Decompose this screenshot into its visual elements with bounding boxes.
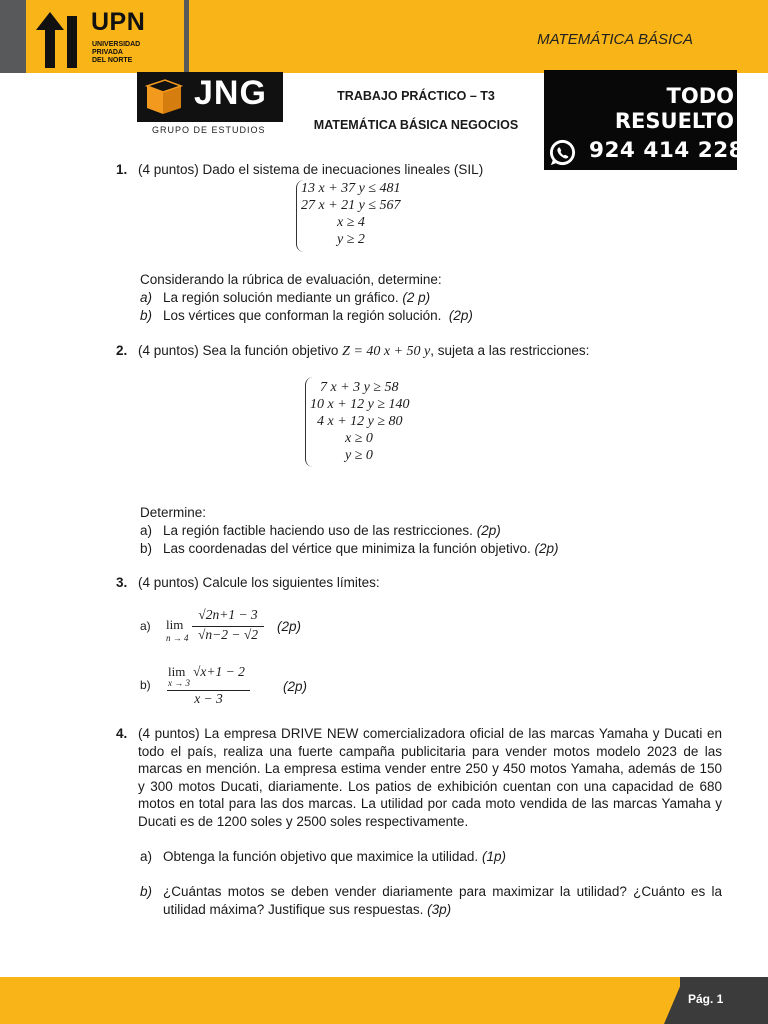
box-icon [143, 78, 185, 116]
q1-ineq-4: y ≥ 2 [337, 232, 365, 247]
q1-b-label: b) [140, 308, 153, 323]
q2-a: La región factible haciendo uso de las restricciones. (2p) [163, 523, 501, 538]
q2-objective: Z = 40 x + 50 y [342, 344, 431, 359]
q3-a-lim: lim [166, 617, 184, 632]
q2-number: 2. [116, 343, 128, 358]
footer-band [0, 977, 768, 1024]
q2-intro: Determine: [140, 505, 207, 520]
q3-a-numerator: √2n+1 − 3 [198, 607, 258, 622]
jng-name: JNG [194, 74, 267, 112]
q1-a: La región solución mediante un gráfico. (2 p) [163, 290, 431, 305]
q3-b-denominator: x − 3 [194, 691, 223, 706]
q1-number: 1. [116, 162, 128, 177]
q4-b: ¿Cuántas motos se deben vender diariamente para maximizar la utilidad? ¿Cuánto es la utilidad máxima? Justifique sus respuestas. (3p) [163, 884, 722, 917]
q4-number: 4. [116, 726, 128, 741]
q3-b-lim: lim [168, 664, 186, 679]
promo-phone: 924 414 228 [589, 138, 745, 163]
q2-b-label: b) [140, 541, 153, 556]
q1-ineq-3: x ≥ 4 [337, 215, 365, 230]
q2-ineq-5: y ≥ 0 [345, 448, 373, 463]
q3-b-label: b) [140, 678, 151, 692]
q3-a-sub: n → 4 [166, 633, 189, 643]
q1-ineq-2: 27 x + 21 y ≤ 567 [301, 198, 401, 213]
q1-a-label: a) [140, 290, 153, 305]
q2-ineq-2: 10 x + 12 y ≥ 140 [310, 397, 410, 412]
whatsapp-icon [548, 138, 577, 167]
q1-ineq-1: 13 x + 37 y ≤ 481 [301, 181, 401, 196]
q4-text: (4 puntos) La empresa DRIVE NEW comercializadora oficial de las marcas Yamaha y Ducati en todo el país, realiza una fuerte campaña publicitaria para vender motos modelo 2023 de las marcas en mención. La empresa estima vender entre 250 y 450 motos Yamaha, además de 150 y 300 motos Ducati, diariamente. Los patios de exhibición cuentan con una capacidad de 680 motos en total para las dos marcas. La utilidad por cada moto vendida de las marcas Yamaha y Ducati es de 1200 soles y 2500 soles respectivamente. [138, 726, 722, 829]
q4-a: Obtenga la función objetivo que maximice la utilidad. (1p) [163, 849, 506, 864]
promo-line1: TODO [666, 84, 734, 108]
q3-number: 3. [116, 575, 128, 590]
q2-a-label: a) [140, 523, 153, 538]
q3-text: (4 puntos) Calcule los siguientes límites: [138, 575, 380, 590]
q1-b: Los vértices que conforman la región solución. (2p) [163, 308, 473, 323]
q4-b-label: b) [140, 884, 153, 899]
q2-ineq-3: 4 x + 12 y ≥ 80 [317, 414, 403, 429]
q1-intro: Considerando la rúbrica de evaluación, determine: [140, 272, 442, 287]
upn-brand: UPN [91, 8, 146, 36]
page-number: Pág. 1 [688, 992, 724, 1006]
q3-b-numerator: √x+1 − 2 [193, 664, 245, 679]
q4-a-label: a) [140, 849, 153, 864]
q3-a-label: a) [140, 619, 151, 633]
doc-title-line1: TRABAJO PRÁCTICO – T3 [337, 89, 495, 103]
doc-title-line2: MATEMÁTICA BÁSICA NEGOCIOS [313, 118, 519, 132]
jng-tagline: GRUPO DE ESTUDIOS [152, 125, 266, 135]
q2-b: Las coordenadas del vértice que minimiza la función objetivo. (2p) [163, 541, 559, 556]
upn-brand-lines: UNIVERSIDAD PRIVADA DEL NORTE [92, 41, 141, 64]
q1-text: (4 puntos) Dado el sistema de inecuaciones lineales (SIL) [138, 162, 484, 177]
q3-b-points: (2p) [283, 679, 308, 694]
q2-ineq-1: 7 x + 3 y ≥ 58 [320, 380, 399, 395]
q3-a-denominator: √n−2 − √2 [197, 627, 259, 642]
q3-b-sub: x → 3 [168, 678, 190, 688]
q2-text: (4 puntos) Sea la función objetivo Z = 40 x + 50 y, sujeta a las restricciones: [138, 343, 590, 359]
q2-brace [305, 377, 316, 467]
q3-a-points: (2p) [277, 619, 302, 634]
promo-line2: RESUELTO [614, 109, 734, 133]
upn-arrow-icon [36, 12, 86, 68]
q2-ineq-4: x ≥ 0 [345, 431, 373, 446]
course-title: MATEMÁTICA BÁSICA [537, 31, 693, 48]
